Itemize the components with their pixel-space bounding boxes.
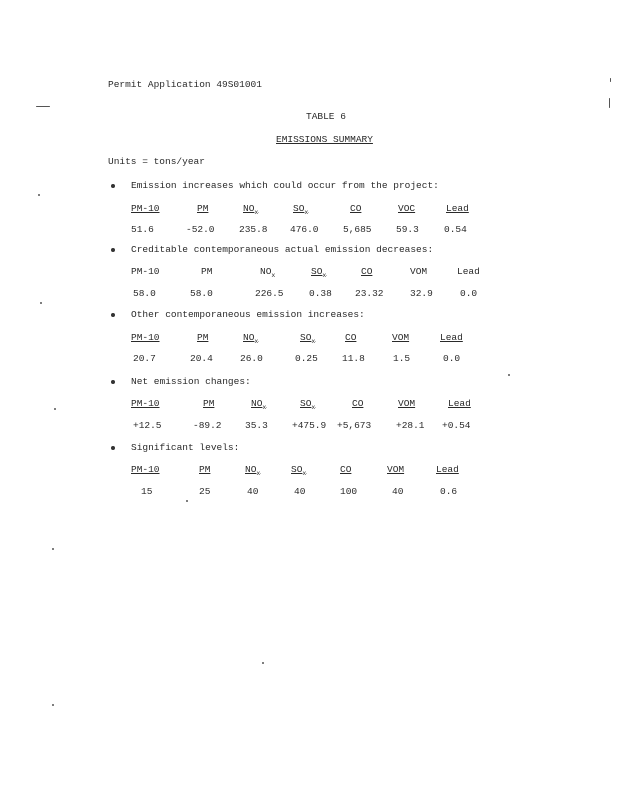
- cell-value: -52.0: [186, 224, 215, 235]
- column-header: CO: [352, 398, 364, 409]
- cell-value: 0.0: [460, 288, 478, 299]
- column-header: PM-10: [131, 332, 160, 343]
- column-header: PM: [199, 464, 211, 475]
- cell-value: +12.5: [133, 420, 162, 431]
- cell-value: 40: [247, 486, 259, 497]
- cell-value: 26.0: [240, 353, 263, 364]
- column-header: $NO_x$: [260, 266, 276, 279]
- cell-value: 59.3: [396, 224, 419, 235]
- column-header: VOM: [387, 464, 405, 475]
- cell-value: 0.54: [444, 224, 467, 235]
- table-number: TABLE 6: [306, 111, 346, 122]
- column-header: $NO_x$: [243, 332, 259, 345]
- cell-value: 35.3: [245, 420, 268, 431]
- cell-value: +475.9: [292, 420, 327, 431]
- bullet-icon: [111, 313, 115, 317]
- cell-value: 51.6: [131, 224, 154, 235]
- column-header: $NO_x$: [245, 464, 261, 477]
- cell-value: 1.5: [393, 353, 411, 364]
- column-header: PM: [203, 398, 215, 409]
- column-header: PM-10: [131, 398, 160, 409]
- section-heading: Emission increases which could occur from the project:: [131, 180, 439, 191]
- cell-value: 0.6: [440, 486, 458, 497]
- column-header: $SO_x$: [291, 464, 307, 477]
- column-header: $SO_x$: [300, 332, 316, 345]
- column-header: $NO_x$: [251, 398, 267, 411]
- bullet-icon: [111, 380, 115, 384]
- bullet-icon: [111, 446, 115, 450]
- column-header: $SO_x$: [311, 266, 327, 279]
- column-header: $SO_x$: [300, 398, 316, 411]
- section-heading: Other contemporaneous emission increases:: [131, 309, 365, 320]
- units-label: Units = tons/year: [108, 156, 205, 167]
- cell-value: 0.38: [309, 288, 332, 299]
- column-header: PM: [197, 332, 209, 343]
- column-header: VOM: [398, 398, 416, 409]
- column-header: Lead: [446, 203, 469, 214]
- column-header: Lead: [436, 464, 459, 475]
- cell-value: 100: [340, 486, 358, 497]
- column-header: PM: [197, 203, 209, 214]
- column-header: PM: [201, 266, 213, 277]
- column-header: $SO_x$: [293, 203, 309, 216]
- column-header: $NO_x$: [243, 203, 259, 216]
- section-heading: Net emission changes:: [131, 376, 251, 387]
- section-heading: Significant levels:: [131, 442, 240, 453]
- cell-value: 40: [392, 486, 404, 497]
- cell-value: +28.1: [396, 420, 425, 431]
- cell-value: 0.0: [443, 353, 461, 364]
- section-heading: Creditable contemporaneous actual emission decreases:: [131, 244, 434, 255]
- cell-value: 32.9: [410, 288, 433, 299]
- cell-value: 15: [141, 486, 153, 497]
- cell-value: -89.2: [193, 420, 222, 431]
- column-header: CO: [361, 266, 373, 277]
- column-header: VOM: [392, 332, 410, 343]
- column-header: Lead: [440, 332, 463, 343]
- column-header: Lead: [457, 266, 480, 277]
- cell-value: 20.4: [190, 353, 213, 364]
- column-header: PM-10: [131, 203, 160, 214]
- bullet-icon: [111, 248, 115, 252]
- column-header: PM-10: [131, 266, 160, 277]
- cell-value: 25: [199, 486, 211, 497]
- cell-value: 11.8: [342, 353, 365, 364]
- cell-value: 58.0: [190, 288, 213, 299]
- column-header: Lead: [448, 398, 471, 409]
- cell-value: 5,685: [343, 224, 372, 235]
- permit-application-header: Permit Application 49S01001: [108, 79, 262, 90]
- cell-value: 40: [294, 486, 306, 497]
- column-header: CO: [350, 203, 362, 214]
- cell-value: +0.54: [442, 420, 471, 431]
- cell-value: 476.0: [290, 224, 319, 235]
- column-header: VOM: [410, 266, 428, 277]
- column-header: CO: [345, 332, 357, 343]
- cell-value: 58.0: [133, 288, 156, 299]
- cell-value: 226.5: [255, 288, 284, 299]
- column-header: CO: [340, 464, 352, 475]
- cell-value: 0.25: [295, 353, 318, 364]
- cell-value: 23.32: [355, 288, 384, 299]
- cell-value: 20.7: [133, 353, 156, 364]
- cell-value: 235.8: [239, 224, 268, 235]
- cell-value: +5,673: [337, 420, 372, 431]
- table-title: EMISSIONS SUMMARY: [276, 134, 373, 145]
- bullet-icon: [111, 184, 115, 188]
- column-header: PM-10: [131, 464, 160, 475]
- column-header: VOC: [398, 203, 416, 214]
